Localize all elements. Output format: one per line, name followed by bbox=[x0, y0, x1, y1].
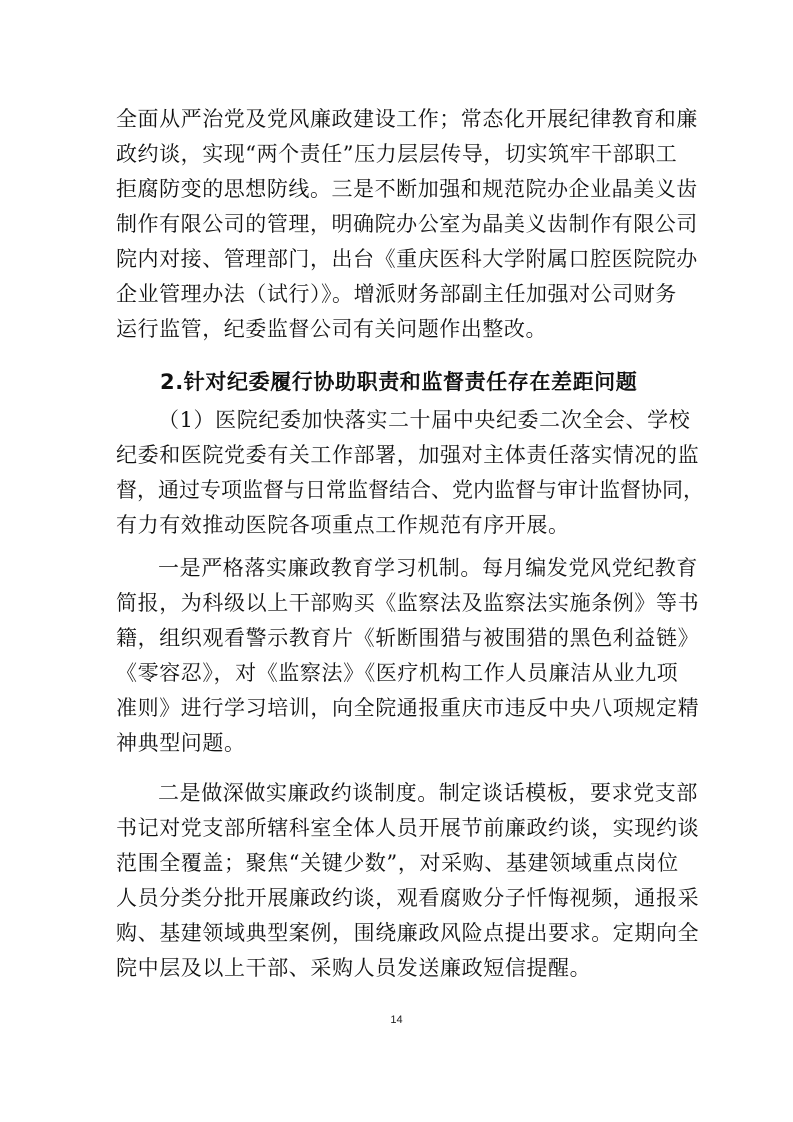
section-heading-text: 2.针对纪委履行协助职责和监督责任存在差距问题 bbox=[160, 370, 638, 394]
paragraph-education bbox=[116, 551, 700, 761]
text-line: 一是严格落实廉政教育学习机制。每月编发党风党纪教育 bbox=[158, 556, 698, 580]
text-line: 拒腐防变的思想防线。三是不断加强和规范院办企业晶美义齿 bbox=[116, 177, 698, 201]
text-line: 简报，为科级以上干部购买《监察法及监察法实施条例》等书 bbox=[116, 591, 700, 615]
text-line: 准则》进行学习培训，向全院通报重庆市违反中央八项规定精 bbox=[116, 696, 700, 720]
text-line: 人员分类分批开展廉政约谈，观看腐败分子忏悔视频，通报采 bbox=[116, 886, 700, 910]
text-line: 纪委和医院党委有关工作部署，加强对主体责任落实情况的监 bbox=[116, 443, 700, 467]
text-line: 二是做深做实廉政约谈制度。制定谈话模板，要求党支部 bbox=[158, 781, 698, 805]
text-line: 《零容忍》，对《监察法》《医疗机构工作人员廉洁从业九项 bbox=[116, 661, 679, 685]
text-line: 神典型问题。 bbox=[116, 731, 246, 755]
text-line: 企业管理办法（试行）》。增派财务部副主任加强对公司财务 bbox=[116, 282, 677, 306]
text-line: 范围全覆盖；聚焦“关键少数”，对采购、基建领域重点岗位 bbox=[116, 851, 679, 875]
text-line: 院中层及以上干部、采购人员发送廉政短信提醒。 bbox=[116, 956, 592, 980]
text-line: 有力有效推动医院各项重点工作规范有序开展。 bbox=[116, 513, 570, 537]
paragraph-continuation bbox=[116, 102, 698, 347]
paragraph-measure-1 bbox=[116, 403, 704, 543]
text-line: 院内对接、管理部门，出台《重庆医科大学附属口腔医院院办 bbox=[116, 247, 698, 271]
text-line: 全面从严治党及党风廉政建设工作；常态化开展纪律教育和廉 bbox=[116, 107, 698, 131]
paragraph-interviews bbox=[116, 776, 700, 986]
text-line: 运行监管，纪委监督公司有关问题作出整改。 bbox=[116, 317, 547, 341]
text-line: 购、基建领域典型案例，围绕廉政风险点提出要求。定期向全 bbox=[116, 921, 700, 945]
section-heading bbox=[160, 365, 680, 400]
text-line: （1）医院纪委加快落实二十届中央纪委二次全会、学校 bbox=[158, 408, 691, 432]
text-line: 制作有限公司的管理，明确院办公室为晶美义齿制作有限公司 bbox=[116, 212, 698, 236]
text-line: 籍，组织观看警示教育片《斩断围猎与被围猎的黑色利益链》 bbox=[116, 626, 700, 650]
page-number: 14 bbox=[390, 1014, 403, 1026]
text-line: 督，通过专项监督与日常监督结合、党内监督与审计监督协同， bbox=[116, 478, 704, 502]
text-line: 书记对党支部所辖科室全体人员开展节前廉政约谈，实现约谈 bbox=[116, 816, 700, 840]
text-line: 政约谈，实现“两个责任”压力层层传导，切实筑牢干部职工 bbox=[116, 142, 678, 166]
